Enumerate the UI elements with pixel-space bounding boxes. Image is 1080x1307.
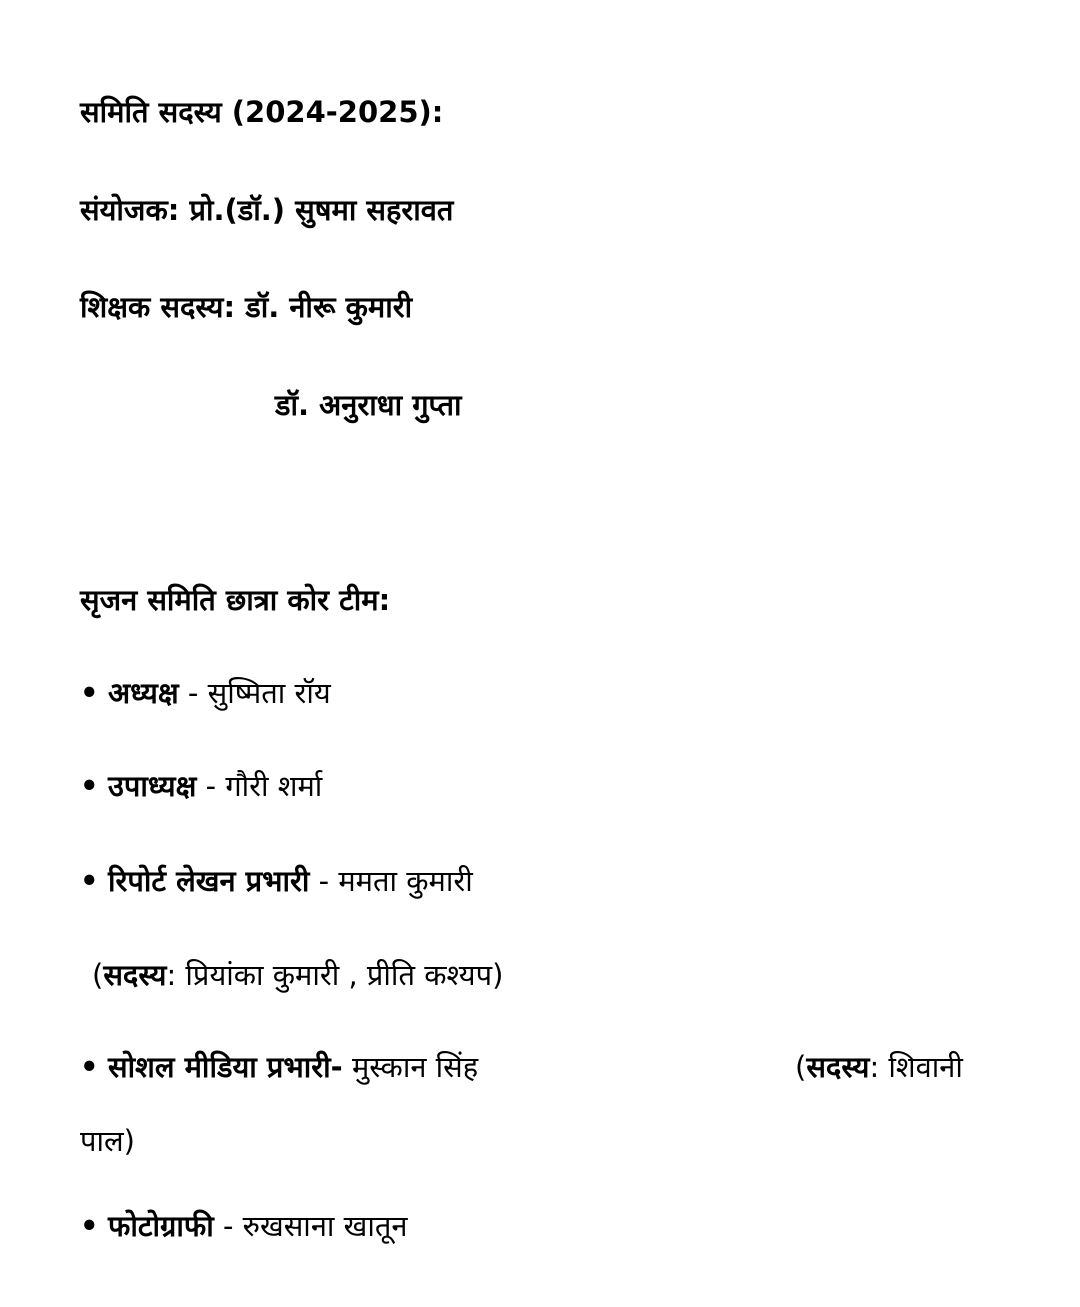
members-note [795,1047,963,1087]
faculty-member-1: डॉ. नीरू कुमारी [245,290,413,324]
page-title: समिति सदस्य (2024-2025): [80,95,444,129]
list-item [80,861,473,901]
bullet-icon: • [80,1050,99,1084]
role-holder: ममता कुमारी [338,864,473,898]
separator [343,1050,352,1084]
list-item [80,1206,408,1246]
separator: - [196,769,226,803]
role-holder: गौरी शर्मा [225,769,323,803]
role-holder: रुखसाना खातून [242,1209,408,1243]
role-title: रिपोर्ट लेखन प्रभारी [108,864,310,898]
role-title: सोशल मीडिया प्रभारी- [108,1050,343,1084]
list-item [80,673,331,713]
faculty-label: शिक्षक सदस्य: [80,290,236,324]
role-title: फोटोग्राफी [108,1209,214,1243]
bullet-icon: • [80,864,99,898]
members-text: : प्रियांका कुमारी , प्रीति कश्यप) [166,958,504,992]
core-team-heading: सृजन समिति छात्रा कोर टीम: [80,583,391,617]
members-note-continued: पाल) [80,1124,135,1158]
members-label: सदस्य [806,1050,870,1084]
members-text: : शिवानी [869,1050,963,1084]
faculty-member-2: डॉ. अनुराधा गुप्ता [275,388,462,422]
convener-label: संयोजक: [80,193,180,227]
separator: - [213,1209,243,1243]
members-label: सदस्य [103,958,167,992]
list-item [80,1047,478,1087]
role-title: उपाध्यक्ष [108,769,197,803]
bullet-icon: • [80,676,99,710]
separator: - [178,676,208,710]
role-holder: मुस्कान सिंह [351,1050,479,1084]
list-item [80,766,322,806]
bullet-icon: • [80,769,99,803]
bullet-icon: • [80,1209,99,1243]
convener-line [80,190,453,230]
separator: - [309,864,339,898]
members-open: ( [92,958,104,992]
members-note [92,955,503,995]
convener-name: प्रो.(डॉ.) सुषमा सहरावत [189,193,454,227]
role-holder: सुष्मिता रॉय [207,676,331,710]
faculty-line [80,287,412,327]
role-title: अध्यक्ष [108,676,179,710]
members-open: ( [795,1050,807,1084]
